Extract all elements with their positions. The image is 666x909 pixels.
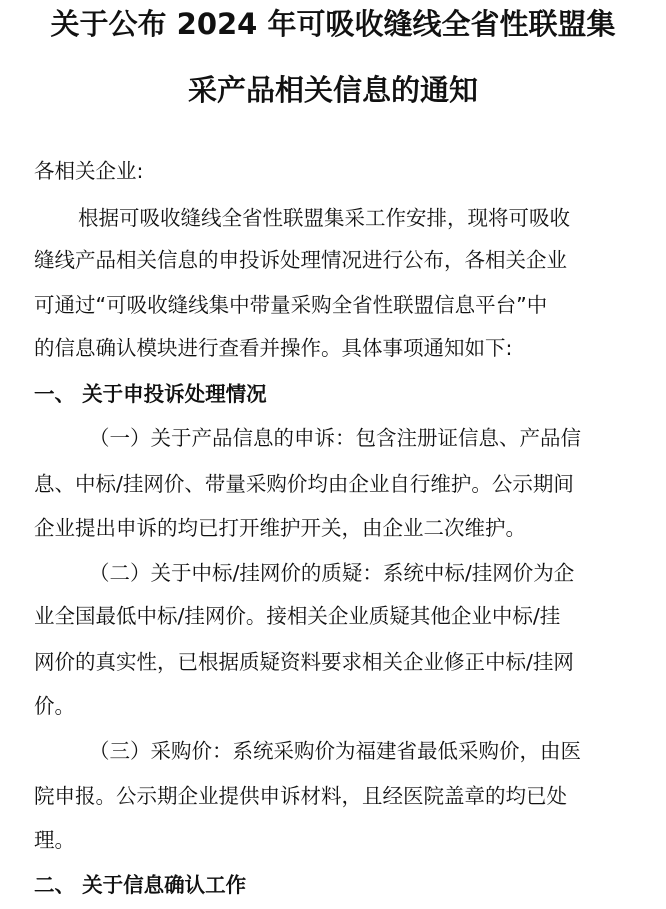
item-3-line: 理。 bbox=[34, 828, 75, 852]
item-2-line: 价。 bbox=[34, 694, 75, 718]
intro-line: 根据可吸收缝线全省性联盟集采工作安排，现将可吸收 bbox=[78, 206, 570, 230]
section-2-heading: 二、 关于信息确认工作 bbox=[34, 873, 247, 897]
salutation: 各相关企业: bbox=[34, 159, 144, 183]
item-3-line: （三）采购价：系统采购价为福建省最低采购价，由医 bbox=[89, 739, 581, 763]
document-title-line-1: 关于公布 2024 年可吸收缝线全省性联盟集 bbox=[50, 7, 616, 41]
item-2-line: 业全国最低中标/挂网价。接相关企业质疑其他企业中标/挂 bbox=[34, 604, 561, 628]
item-1-line: （一）关于产品信息的申诉：包含注册证信息、产品信 bbox=[89, 426, 581, 450]
intro-line: 可通过“可吸收缝线集中带量采购全省性联盟信息平台”中 bbox=[34, 293, 548, 317]
item-2-line: 网价的真实性，已根据质疑资料要求相关企业修正中标/挂网 bbox=[34, 650, 574, 674]
intro-line: 缝线产品相关信息的申投诉处理情况进行公布，各相关企业 bbox=[34, 248, 567, 272]
intro-line: 的信息确认模块进行查看并操作。具体事项通知如下: bbox=[34, 336, 513, 360]
item-2-line: （二）关于中标/挂网价的质疑：系统中标/挂网价为企 bbox=[89, 561, 575, 585]
document-title-line-2: 采产品相关信息的通知 bbox=[187, 73, 478, 107]
item-1-line: 企业提出申诉的均已打开维护开关，由企业二次维护。 bbox=[34, 516, 526, 540]
item-1-line: 息、中标/挂网价、带量采购价均由企业自行维护。公示期间 bbox=[34, 472, 574, 496]
item-3-line: 院申报。公示期企业提供申诉材料，且经医院盖章的均已处 bbox=[34, 784, 567, 808]
section-1-heading: 一、 关于申投诉处理情况 bbox=[34, 382, 267, 406]
